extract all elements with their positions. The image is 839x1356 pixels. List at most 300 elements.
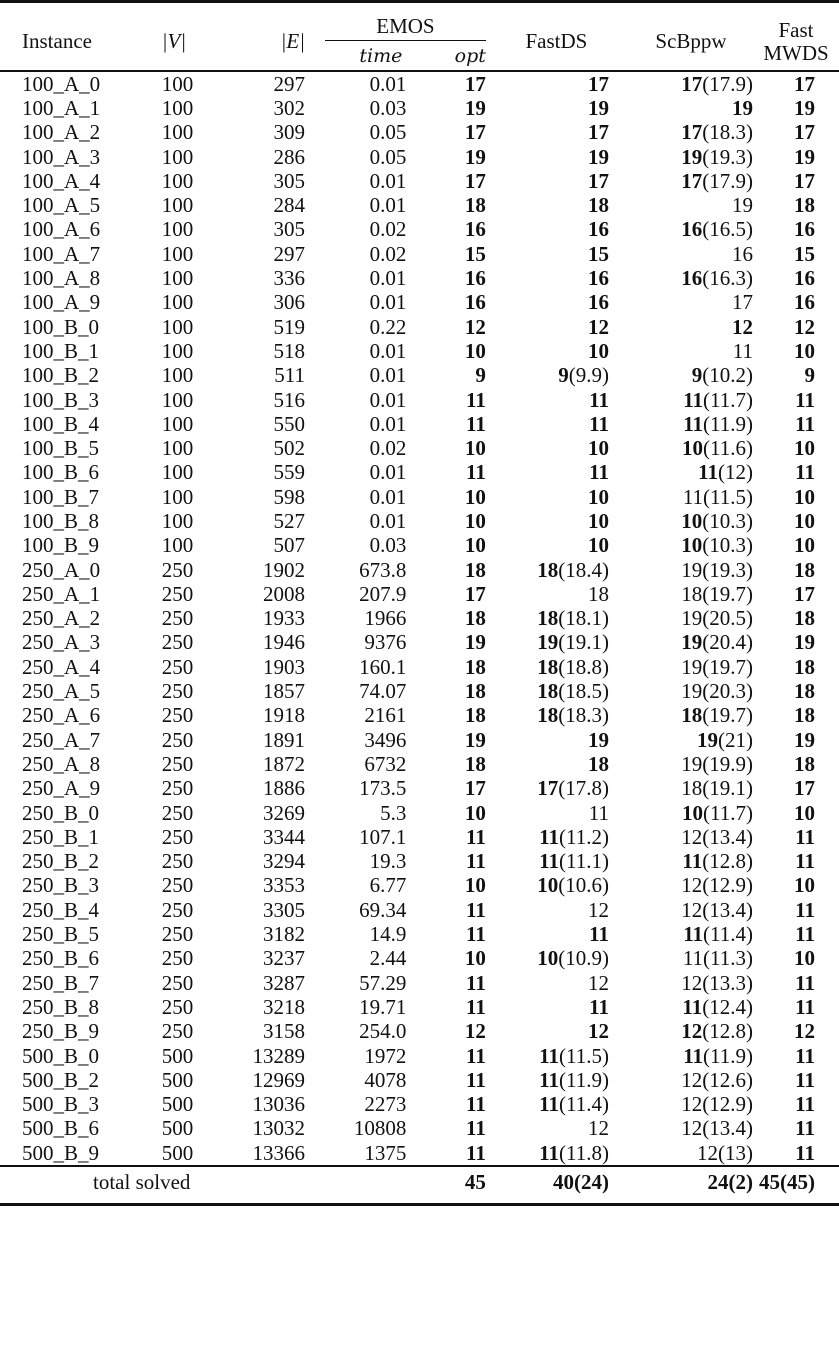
emos-time-cell: 69.34 bbox=[359, 897, 407, 922]
instance-cell: 100_A_1 bbox=[22, 95, 101, 120]
vertices-cell: 100 bbox=[161, 387, 194, 412]
fastds-best: 17 bbox=[537, 776, 559, 801]
emos-opt-cell: 11 bbox=[466, 1043, 486, 1068]
fastmwds-cell: 16 bbox=[794, 290, 815, 315]
fastmwds-cell: 18 bbox=[794, 703, 815, 728]
scbppw-avg: 18(19.7) bbox=[681, 581, 753, 606]
fastds-best: 12 bbox=[587, 314, 609, 339]
instance-cell: 250_A_4 bbox=[22, 654, 101, 679]
fastds-avg: (10.6) bbox=[558, 873, 609, 898]
fastmwds-cell: 10 bbox=[794, 508, 815, 533]
scbppw-best: 10 bbox=[682, 800, 704, 825]
emos-time-cell: 74.07 bbox=[359, 679, 407, 704]
emos-opt-cell: 11 bbox=[466, 970, 486, 995]
emos-opt-cell: 18 bbox=[464, 751, 486, 776]
emos-opt-cell: 16 bbox=[464, 217, 486, 242]
instance-cell: 100_A_2 bbox=[22, 120, 101, 145]
vertices-cell: 250 bbox=[161, 994, 194, 1019]
fastds-best: 19 bbox=[587, 144, 609, 169]
vertices-cell: 100 bbox=[161, 338, 194, 363]
table-row bbox=[0, 704, 839, 728]
emos-time-cell: 160.1 bbox=[359, 654, 407, 679]
table-row bbox=[0, 582, 839, 606]
scbppw-avg: (20.4) bbox=[702, 630, 753, 655]
table-row bbox=[0, 1141, 839, 1166]
fastds-best: 19 bbox=[587, 727, 609, 752]
fastmwds-cell: 10 bbox=[794, 873, 815, 898]
table-row bbox=[0, 947, 839, 971]
instance-cell: 250_B_2 bbox=[22, 849, 100, 874]
emos-opt-cell: 17 bbox=[464, 71, 486, 96]
edges-cell: 1886 bbox=[262, 776, 305, 801]
edges-cell: 12969 bbox=[252, 1067, 305, 1092]
fastmwds-cell: 19 bbox=[794, 144, 815, 169]
emos-time-cell: 57.29 bbox=[359, 970, 407, 995]
fastmwds-cell: 11 bbox=[795, 897, 815, 922]
scbppw-avg: (11.7) bbox=[703, 387, 753, 412]
scbppw-best: 11 bbox=[683, 922, 704, 947]
scbppw-best: 16 bbox=[681, 217, 703, 242]
scbppw-cell bbox=[617, 509, 759, 533]
edges-cell: 1891 bbox=[262, 727, 305, 752]
emos-time-cell: 19.3 bbox=[369, 849, 407, 874]
instance-cell: 100_B_1 bbox=[22, 338, 100, 363]
vertices-cell: 250 bbox=[161, 654, 194, 679]
emos-opt-cell: 12 bbox=[464, 314, 486, 339]
instance-cell: 250_A_9 bbox=[22, 776, 101, 801]
vertices-cell: 250 bbox=[161, 727, 194, 752]
instance-cell: 100_A_6 bbox=[22, 217, 101, 242]
fastds-avg: (11.8) bbox=[559, 1140, 609, 1165]
instance-cell: 100_B_7 bbox=[22, 484, 100, 509]
edges-cell: 306 bbox=[273, 290, 305, 315]
fastmwds-cell: 11 bbox=[795, 1043, 815, 1068]
table-row bbox=[0, 96, 839, 120]
fastmwds-cell: 11 bbox=[795, 922, 815, 947]
fastds-avg: (10.9) bbox=[558, 946, 609, 971]
fastds-best: 10 bbox=[537, 873, 559, 898]
vertices-cell: 250 bbox=[161, 897, 194, 922]
fastmwds-cell: 10 bbox=[794, 338, 815, 363]
table-row bbox=[0, 193, 839, 217]
edges-cell: 1903 bbox=[262, 654, 305, 679]
fastmwds-cell: 11 bbox=[795, 1140, 815, 1165]
fastds-cell bbox=[494, 801, 617, 825]
edges-cell: 3353 bbox=[262, 873, 305, 898]
header-emos-label: EMOS bbox=[325, 16, 486, 41]
scbppw-best: 11 bbox=[683, 411, 704, 436]
fastds-best: 17 bbox=[587, 168, 609, 193]
table-row bbox=[0, 509, 839, 533]
emos-opt-cell: 17 bbox=[464, 776, 486, 801]
table-row bbox=[0, 1044, 839, 1068]
fastds-best: 11 bbox=[539, 1092, 559, 1117]
emos-time-cell: 19.71 bbox=[359, 994, 407, 1019]
vertices-cell: 100 bbox=[161, 193, 194, 218]
fastds-cell bbox=[494, 315, 617, 339]
emos-time-cell: 0.01 bbox=[369, 363, 407, 388]
edges-cell: 13036 bbox=[252, 1092, 305, 1117]
scbppw-cell bbox=[617, 825, 759, 849]
fastmwds-cell: 17 bbox=[794, 120, 815, 145]
fastmwds-cell: 18 bbox=[794, 679, 815, 704]
fastds-avg: (19.1) bbox=[558, 630, 609, 655]
instance-cell: 250_A_6 bbox=[22, 703, 101, 728]
fastmwds-cell: 11 bbox=[795, 970, 815, 995]
total-scbppw: 24(2) bbox=[707, 1169, 753, 1194]
edges-cell: 502 bbox=[273, 436, 305, 461]
emos-opt-cell: 16 bbox=[464, 290, 486, 315]
scbppw-avg: (11.7) bbox=[703, 800, 753, 825]
top-rule bbox=[0, 2, 839, 14]
fastmwds-cell: 18 bbox=[794, 751, 815, 776]
fastmwds-cell: 15 bbox=[794, 241, 815, 266]
fastds-best: 10 bbox=[587, 338, 609, 363]
emos-time-cell: 0.01 bbox=[369, 266, 407, 291]
scbppw-cell bbox=[617, 995, 759, 1019]
scbppw-avg: 12(13.4) bbox=[681, 897, 753, 922]
fastds-cell bbox=[494, 1141, 617, 1166]
emos-opt-cell: 19 bbox=[464, 95, 486, 120]
fastmwds-cell: 18 bbox=[794, 654, 815, 679]
instance-cell: 100_A_9 bbox=[22, 290, 101, 315]
vertices-cell: 100 bbox=[161, 290, 194, 315]
emos-opt-cell: 19 bbox=[464, 630, 486, 655]
fastds-cell bbox=[494, 145, 617, 169]
scbppw-best: 11 bbox=[682, 994, 703, 1019]
instance-cell: 100_B_5 bbox=[22, 436, 100, 461]
fastds-cell bbox=[494, 96, 617, 120]
fastds-best: 18 bbox=[537, 557, 559, 582]
scbppw-avg: 12(13) bbox=[697, 1140, 753, 1165]
table-row bbox=[0, 145, 839, 169]
scbppw-avg: 18(19.1) bbox=[681, 776, 753, 801]
scbppw-best: 11 bbox=[683, 1043, 704, 1068]
scbppw-avg: 19 bbox=[732, 193, 753, 218]
fastds-cell bbox=[494, 412, 617, 436]
emos-opt-cell: 10 bbox=[464, 338, 486, 363]
emos-opt-cell: 10 bbox=[464, 946, 486, 971]
fastds-best: 11 bbox=[539, 1043, 559, 1068]
fastds-cell bbox=[494, 509, 617, 533]
fastds-cell bbox=[494, 825, 617, 849]
instance-cell: 100_A_4 bbox=[22, 168, 101, 193]
instance-cell: 250_B_6 bbox=[22, 946, 100, 971]
scbppw-cell bbox=[617, 679, 759, 703]
vertices-cell: 250 bbox=[161, 557, 194, 582]
vertices-cell: 250 bbox=[161, 679, 194, 704]
instance-cell: 500_B_9 bbox=[22, 1140, 100, 1165]
instance-cell: 500_B_0 bbox=[22, 1043, 100, 1068]
scbppw-cell bbox=[617, 801, 759, 825]
scbppw-cell bbox=[617, 96, 759, 120]
instance-cell: 100_B_4 bbox=[22, 411, 100, 436]
scbppw-cell bbox=[617, 242, 759, 266]
edges-cell: 559 bbox=[273, 460, 305, 485]
instance-cell: 250_A_3 bbox=[22, 630, 101, 655]
fastds-best: 12 bbox=[587, 1019, 609, 1044]
table-row bbox=[0, 777, 839, 801]
emos-opt-cell: 11 bbox=[466, 824, 486, 849]
scbppw-avg: 19(20.5) bbox=[681, 606, 753, 631]
emos-opt-cell: 11 bbox=[466, 994, 486, 1019]
vertices-cell: 250 bbox=[161, 703, 194, 728]
scbppw-cell bbox=[617, 704, 759, 728]
scbppw-cell bbox=[617, 291, 759, 315]
instance-cell: 100_B_9 bbox=[22, 533, 100, 558]
scbppw-avg: (10.3) bbox=[702, 533, 753, 558]
fastds-avg: (11.9) bbox=[559, 1067, 609, 1092]
fastds-cell bbox=[494, 655, 617, 679]
edges-cell: 286 bbox=[273, 144, 305, 169]
header-opt: opt bbox=[454, 45, 486, 67]
emos-opt-cell: 11 bbox=[466, 1092, 486, 1117]
emos-time-cell: 2273 bbox=[364, 1092, 407, 1117]
emos-time-cell: 107.1 bbox=[359, 824, 407, 849]
scbppw-cell bbox=[617, 315, 759, 339]
edges-cell: 3158 bbox=[262, 1019, 305, 1044]
scbppw-best: 18 bbox=[681, 703, 703, 728]
instance-cell: 250_B_9 bbox=[22, 1019, 100, 1044]
fastds-cell bbox=[494, 898, 617, 922]
scbppw-best: 19 bbox=[681, 630, 703, 655]
scbppw-cell bbox=[617, 534, 759, 558]
fastds-best: 10 bbox=[587, 436, 609, 461]
scbppw-avg: 12(13.4) bbox=[681, 824, 753, 849]
instance-cell: 100_B_3 bbox=[22, 387, 100, 412]
fastds-best: 16 bbox=[587, 266, 609, 291]
emos-time-cell: 4078 bbox=[364, 1067, 407, 1092]
vertices-cell: 100 bbox=[161, 508, 194, 533]
vertices-cell: 500 bbox=[161, 1140, 194, 1165]
edges-cell: 511 bbox=[274, 363, 305, 388]
vertices-cell: 250 bbox=[161, 581, 194, 606]
vertices-cell: 100 bbox=[161, 363, 194, 388]
scbppw-cell bbox=[617, 364, 759, 388]
scbppw-cell bbox=[617, 1020, 759, 1044]
fastds-best: 11 bbox=[589, 460, 609, 485]
fastds-cell bbox=[494, 1068, 617, 1092]
emos-time-cell: 254.0 bbox=[359, 1019, 407, 1044]
fastds-cell bbox=[494, 728, 617, 752]
fastds-avg: (11.5) bbox=[559, 1043, 609, 1068]
fastds-best: 18 bbox=[537, 606, 559, 631]
emos-time-cell: 9376 bbox=[364, 630, 407, 655]
emos-opt-cell: 11 bbox=[466, 460, 486, 485]
fastds-best: 19 bbox=[587, 95, 609, 120]
header-fastmwds-line2: MWDS bbox=[763, 40, 829, 65]
scbppw-avg: 17 bbox=[732, 290, 753, 315]
emos-time-cell: 0.01 bbox=[369, 387, 407, 412]
fastds-best: 16 bbox=[587, 217, 609, 242]
vertices-cell: 250 bbox=[161, 606, 194, 631]
scbppw-avg: 11(11.3) bbox=[682, 946, 753, 971]
table-row bbox=[0, 679, 839, 703]
scbppw-cell bbox=[617, 898, 759, 922]
fastds-best: 15 bbox=[587, 241, 609, 266]
fastds-avg: 12 bbox=[587, 1116, 609, 1141]
scbppw-cell bbox=[617, 485, 759, 509]
vertices-cell: 100 bbox=[161, 266, 194, 291]
emos-time-cell: 0.05 bbox=[369, 144, 407, 169]
scbppw-cell bbox=[617, 752, 759, 776]
fastds-best: 11 bbox=[539, 849, 559, 874]
table-row bbox=[0, 655, 839, 679]
edges-cell: 516 bbox=[273, 387, 305, 412]
emos-time-cell: 1972 bbox=[364, 1043, 407, 1068]
scbppw-cell bbox=[617, 850, 759, 874]
scbppw-cell bbox=[617, 388, 759, 412]
emos-time-cell: 0.01 bbox=[369, 338, 407, 363]
fastds-avg: 12 bbox=[587, 970, 609, 995]
scbppw-avg: (12.4) bbox=[702, 994, 753, 1019]
fastds-best: 18 bbox=[587, 193, 609, 218]
scbppw-avg: (12.8) bbox=[702, 849, 753, 874]
fastmwds-cell: 10 bbox=[794, 946, 815, 971]
emos-opt-cell: 10 bbox=[464, 800, 486, 825]
fastmwds-cell: 12 bbox=[794, 314, 815, 339]
scbppw-best: 17 bbox=[681, 71, 703, 96]
emos-opt-cell: 11 bbox=[466, 922, 486, 947]
table-row bbox=[0, 412, 839, 436]
emos-opt-cell: 17 bbox=[464, 581, 486, 606]
fastmwds-cell: 11 bbox=[795, 460, 815, 485]
emos-opt-cell: 11 bbox=[466, 387, 486, 412]
edges-cell: 336 bbox=[273, 266, 305, 291]
instance-cell: 100_A_8 bbox=[22, 266, 101, 291]
emos-opt-cell: 19 bbox=[464, 144, 486, 169]
fastmwds-cell: 18 bbox=[794, 557, 815, 582]
scbppw-avg: (19.7) bbox=[702, 703, 753, 728]
fastds-avg: 12 bbox=[587, 897, 609, 922]
table-row bbox=[0, 1020, 839, 1044]
scbppw-avg: (21) bbox=[718, 727, 753, 752]
emos-opt-cell: 18 bbox=[464, 606, 486, 631]
emos-time-cell: 1966 bbox=[364, 606, 407, 631]
fastds-cell bbox=[494, 266, 617, 290]
edges-cell: 598 bbox=[273, 484, 305, 509]
vertices-cell: 250 bbox=[161, 849, 194, 874]
fastds-best: 11 bbox=[539, 1067, 559, 1092]
scbppw-avg: (10.3) bbox=[702, 508, 753, 533]
emos-time-cell: 673.8 bbox=[359, 557, 407, 582]
fastds-best: 18 bbox=[587, 751, 609, 776]
emos-time-cell: 0.01 bbox=[369, 71, 407, 96]
scbppw-avg: 11(11.5) bbox=[682, 484, 753, 509]
instance-cell: 100_B_0 bbox=[22, 314, 100, 339]
fastds-cell bbox=[494, 436, 617, 460]
table-row bbox=[0, 291, 839, 315]
fastmwds-cell: 11 bbox=[795, 387, 815, 412]
scbppw-avg: (11.6) bbox=[703, 436, 753, 461]
fastds-avg: 18 bbox=[587, 581, 609, 606]
table-row bbox=[0, 315, 839, 339]
table-row bbox=[0, 898, 839, 922]
edges-cell: 1872 bbox=[262, 751, 305, 776]
fastds-cell bbox=[494, 242, 617, 266]
emos-time-cell: 2.44 bbox=[369, 946, 407, 971]
emos-time-cell: 0.01 bbox=[369, 508, 407, 533]
fastmwds-cell: 16 bbox=[794, 266, 815, 291]
table-row bbox=[0, 388, 839, 412]
fastds-cell bbox=[494, 169, 617, 193]
edges-cell: 1933 bbox=[262, 606, 305, 631]
scbppw-avg: 19(20.3) bbox=[681, 679, 753, 704]
edges-cell: 302 bbox=[273, 95, 305, 120]
scbppw-avg: (18.3) bbox=[702, 120, 753, 145]
fastds-cell bbox=[494, 752, 617, 776]
scbppw-best: 17 bbox=[681, 120, 703, 145]
edges-cell: 3344 bbox=[262, 824, 305, 849]
fastds-cell bbox=[494, 971, 617, 995]
fastds-best: 10 bbox=[537, 946, 559, 971]
vertices-cell: 250 bbox=[161, 946, 194, 971]
fastds-cell bbox=[494, 461, 617, 485]
scbppw-cell bbox=[617, 121, 759, 145]
table-row bbox=[0, 436, 839, 460]
fastds-cell bbox=[494, 631, 617, 655]
vertices-cell: 500 bbox=[161, 1116, 194, 1141]
scbppw-avg: 12(12.9) bbox=[681, 873, 753, 898]
scbppw-avg: (11.9) bbox=[703, 411, 753, 436]
fastds-avg: (18.1) bbox=[558, 606, 609, 631]
emos-opt-cell: 18 bbox=[464, 703, 486, 728]
instance-cell: 250_B_4 bbox=[22, 897, 100, 922]
edges-cell: 3269 bbox=[262, 800, 305, 825]
scbppw-cell bbox=[617, 412, 759, 436]
table-row bbox=[0, 801, 839, 825]
fastmwds-cell: 19 bbox=[794, 727, 815, 752]
fastds-best: 11 bbox=[539, 824, 559, 849]
edges-cell: 3294 bbox=[262, 849, 305, 874]
scbppw-best: 16 bbox=[681, 266, 703, 291]
vertices-cell: 250 bbox=[161, 800, 194, 825]
fastds-best: 9 bbox=[558, 363, 569, 388]
vertices-cell: 250 bbox=[161, 922, 194, 947]
scbppw-best: 10 bbox=[682, 436, 704, 461]
fastmwds-cell: 16 bbox=[794, 217, 815, 242]
table-row bbox=[0, 825, 839, 849]
edges-cell: 550 bbox=[273, 411, 305, 436]
emos-time-cell: 173.5 bbox=[359, 776, 407, 801]
fastds-cell bbox=[494, 388, 617, 412]
table-row bbox=[0, 1068, 839, 1092]
vertices-cell: 250 bbox=[161, 1019, 194, 1044]
emos-time-cell: 10808 bbox=[353, 1116, 407, 1141]
emos-opt-cell: 12 bbox=[464, 1019, 486, 1044]
table-row bbox=[0, 607, 839, 631]
edges-cell: 2008 bbox=[262, 581, 305, 606]
edges-cell: 519 bbox=[273, 314, 305, 339]
instance-cell: 100_B_8 bbox=[22, 508, 100, 533]
vertices-cell: 250 bbox=[161, 824, 194, 849]
vertices-cell: 500 bbox=[161, 1092, 194, 1117]
scbppw-best: 19 bbox=[681, 144, 703, 169]
vertices-cell: 100 bbox=[161, 411, 194, 436]
vertices-cell: 100 bbox=[161, 241, 194, 266]
scbppw-best: 12 bbox=[681, 1019, 703, 1044]
fastmwds-cell: 10 bbox=[794, 436, 815, 461]
scbppw-best: 19 bbox=[732, 95, 753, 120]
fastmwds-cell: 11 bbox=[795, 1116, 815, 1141]
scbppw-avg: 19(19.3) bbox=[681, 557, 753, 582]
vertices-cell: 250 bbox=[161, 630, 194, 655]
fastds-best: 10 bbox=[587, 484, 609, 509]
table-row bbox=[0, 850, 839, 874]
vertices-cell: 250 bbox=[161, 776, 194, 801]
fastds-avg: 11 bbox=[588, 800, 609, 825]
scbppw-cell bbox=[617, 145, 759, 169]
